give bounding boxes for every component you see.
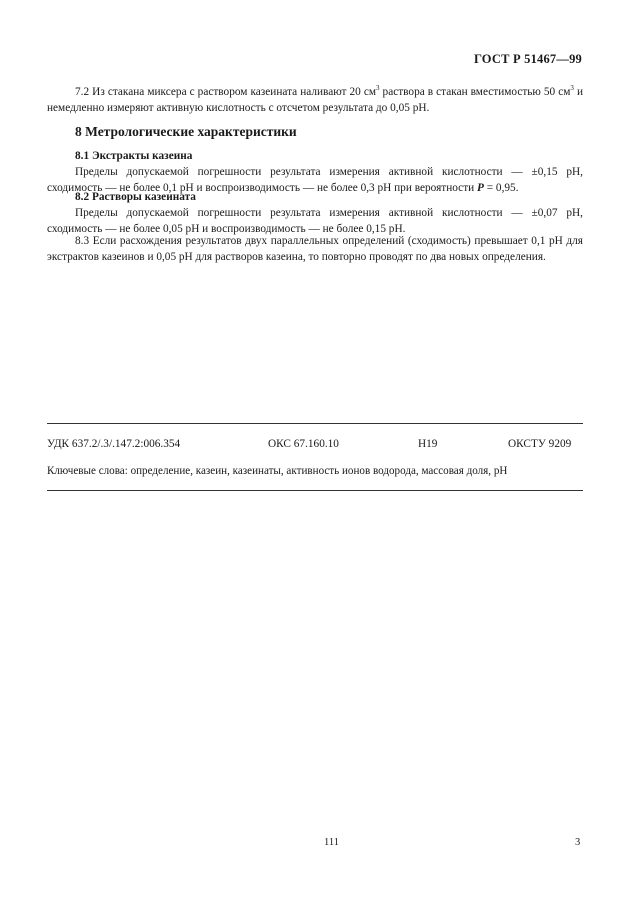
paragraph-8-3: 8.3 Если расхождения результатов двух параллельных определений (сходимость) превышает 0,1 pH для экстрактов казеинов и 0,05 pH для растворов казеина, то повторно проводят по два новых определения. — [47, 235, 583, 263]
keywords: Ключевые слова: определение, казеин, казеинаты, активность ионов водорода, массовая доля, pH — [47, 465, 508, 477]
oks-code: ОКС 67.160.10 — [268, 438, 339, 450]
standard-number: ГОСТ Р 51467—99 — [473, 52, 582, 66]
h-code: Н19 — [418, 438, 438, 450]
udk-code: УДК 637.2/.3/.147.2:006.354 — [47, 438, 181, 450]
probability-symbol: P — [477, 182, 484, 194]
okstu-code: ОКСТУ 9209 — [508, 438, 572, 450]
subsection-title-8-1: 8.1 Экстракты казеина — [75, 150, 193, 162]
paragraph-8-2: Пределы допускаемой погрешности результата измерения активной кислотности — ±0,07 pH, сходимость — не более 0,05 pH и воспроизводимость — не более 0,15 pH. — [47, 207, 583, 235]
section-title: 8 Метрологические характеристики — [75, 124, 297, 139]
top-rule — [47, 423, 583, 424]
page-number-right: 3 — [575, 837, 581, 848]
bottom-rule — [47, 490, 583, 491]
page-number-center: 111 — [324, 837, 339, 848]
paragraph-8-1: Пределы допускаемой погрешности результата измерения активной кислотности — ±0,15 pH, сходимость — не более 0,1 pH и воспроизводимость — не более 0,3 pH при вероятности P = 0,95. — [47, 166, 583, 194]
paragraph-7-2: 7.2 Из стакана миксера с раствором казеината наливают 20 $см^3$ раствора в стакан вместимостью 50 $см^3$ и немедленно измеряют активную кислотность с отсчетом результата до 0,05 pH. — [47, 84, 583, 114]
subsection-title-8-2: 8.2 Растворы казеината — [75, 191, 196, 203]
clause-number: 7.2 — [75, 86, 90, 98]
